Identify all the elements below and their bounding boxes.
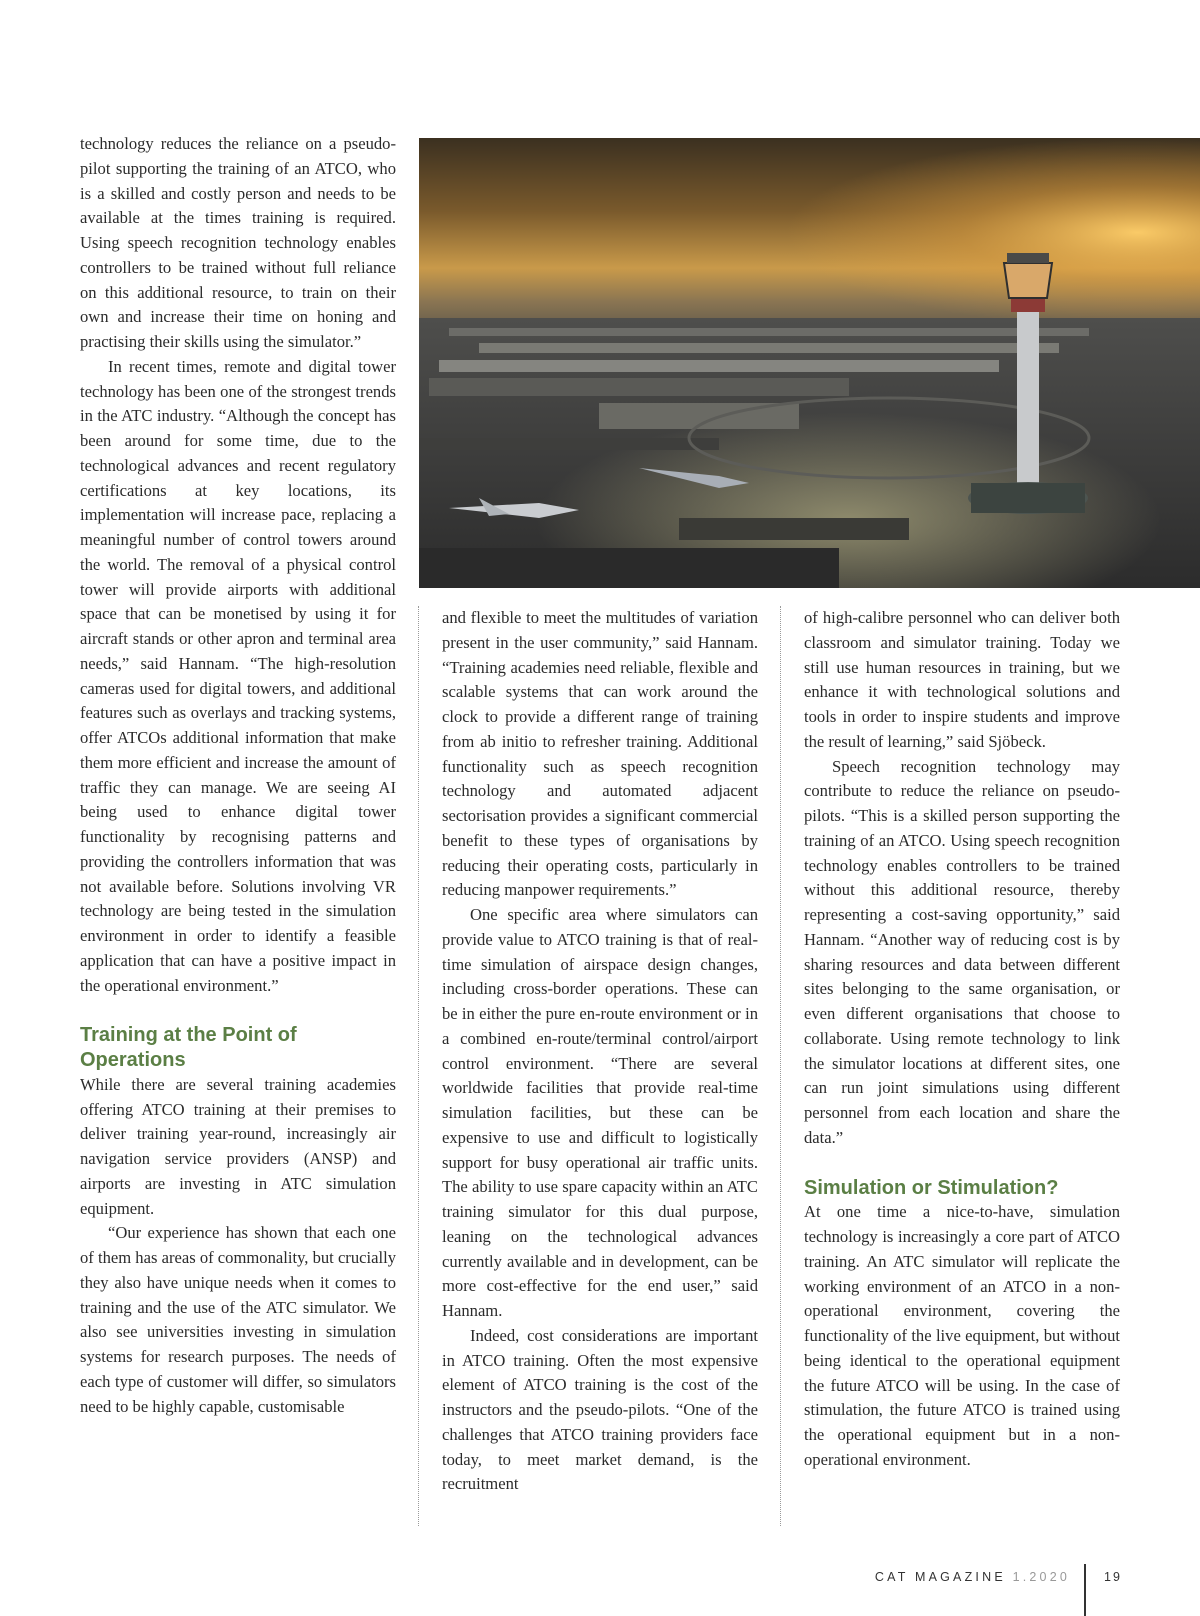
paragraph: and flexible to meet the multitudes of variation present in the user community,” said Hannam. “Training academies need reliable, flexible and scalable systems that can work around the clock to provide a different range of training from ab initio to refresher training. Additional functionality such as speech recognition technology and automated adjacent sectorisation provides a significant commercial benefit to these types of organisations by reducing their operating costs, particularly in reducing manpower requirements.” — [442, 608, 758, 900]
section-heading-simulation: Simulation or Stimulation? — [804, 1176, 1059, 1199]
page-number: 19 — [1104, 1570, 1122, 1584]
paragraph: Indeed, cost considerations are important in ATCO training. Often the most expensive element of ATCO training is the cost of the instructors and the pseudo-pilots. “One of the challenges that ATCO training providers face today, to meet market demand, is the recruitment — [442, 1325, 758, 1494]
magazine-title: CAT MAGAZINE — [874, 1570, 1006, 1584]
text-column-3 — [804, 606, 1120, 1473]
paragraph: In recent times, remote and digital tower technology has been one of the strongest trends in the ATC industry. “Although the concept has been around for some time, due to the technological advances and recent regulatory certifications at key locations, its implementation will increase pace, replacing a meaningful number of control towers around the world. The removal of a physical control tower will provide airports with additional space that can be monetised by using it for aircraft stands or other apron and terminal area needs,” said Hannam. “The high-resolution cameras used for digital towers, and additional features such as overlays and tracking systems, offer ATCOs additional information that make them more efficient and increase the amount of traffic they can manage. We are seeing AI being used to enhance digital tower functionality by recognising patterns and providing the controllers information that was not available before. Solutions involving VR technology are being tested in the simulation environment in order to identify a feasible application that can have a positive impact in the operational environment.” — [80, 356, 396, 995]
column-divider — [418, 606, 419, 1526]
paragraph: of high-calibre personnel who can deliver both classroom and simulator training. Today we still use human resources in training, but we enhance it with technological solutions and tools in order to inspire students and improve the result of learning,” said Sjöbeck. — [804, 608, 1120, 751]
paragraph: One specific area where simulators can provide value to ATCO training is that of real-time simulation of airspace design changes, including cross-border operations. These can be in either the pure en-route environment or in a combined en-route/terminal control/airport control environment. “There are several worldwide facilities that provide real-time simulation facilities, but these can be expensive to use and difficult to logistically support for busy operational air traffic units. The ability to use spare capacity within an ATC training simulator for this dual purpose, leaning on the technological advances currently available and in development, can be more cost-effective for the end user,” said Hannam. — [442, 905, 758, 1320]
paragraph: While there are several training academies offering ATCO training at their premises to deliver training year-round, increasingly air navigation service providers (ANSP) and airports are investing in ATC simulation equipment. — [80, 1074, 396, 1218]
paragraph: technology reduces the reliance on a pseudo-pilot supporting the training of an ATCO, who is a skilled and costly person and needs to be available at the times training is required. Using speech recognition technology enables controllers to be trained without full reliance on this additional resource, to train on their own and increase their time on honing and practising their skills using the simulator.” — [80, 134, 396, 351]
paragraph: “Our experience has shown that each one of them has areas of commonality, but crucially they also have unique needs when it comes to training and the use of the ATC simulator. We also see universities investing in simulation systems for research purposes. The needs of each type of customer will differ, so simulators need to be highly capable, customisable — [80, 1223, 396, 1416]
footer-magazine-name — [875, 1570, 1070, 1584]
footer-rule — [1084, 1564, 1086, 1616]
issue-number: 1.2020 — [1012, 1570, 1070, 1584]
airport-tower-photo — [419, 138, 1200, 588]
text-column-2 — [442, 606, 758, 1497]
text-column-1 — [80, 132, 396, 1419]
paragraph: Speech recognition technology may contribute to reduce the reliance on pseudo-pilots. “This is a skilled person supporting the training of an ATCO. Using speech recognition technology enables controllers to be trained without this additional resource, thereby representing a cost-saving opportunity,” said Hannam. “Another way of reducing cost is by sharing resources and data between different sites belonging to the same organisation, or even different organisations that choose to collaborate. Using remote technology to link the simulator locations at different sites, one can run joint simulations using different personnel from each location and share the data.” — [804, 756, 1120, 1147]
paragraph: At one time a nice-to-have, simulation technology is increasingly a core part of ATCO training. An ATC simulator will replicate the working environment of an ATCO in a non-operational environment, covering the functionality of the live equipment, but without being identical to the operational equipment the future ATCO will be using. In the case of stimulation, the future ATCO is trained using the operational equipment but in a non-operational environment. — [804, 1202, 1120, 1469]
section-heading-training: Training at the Point of Operations — [80, 1024, 297, 1071]
column-divider — [780, 606, 781, 1526]
